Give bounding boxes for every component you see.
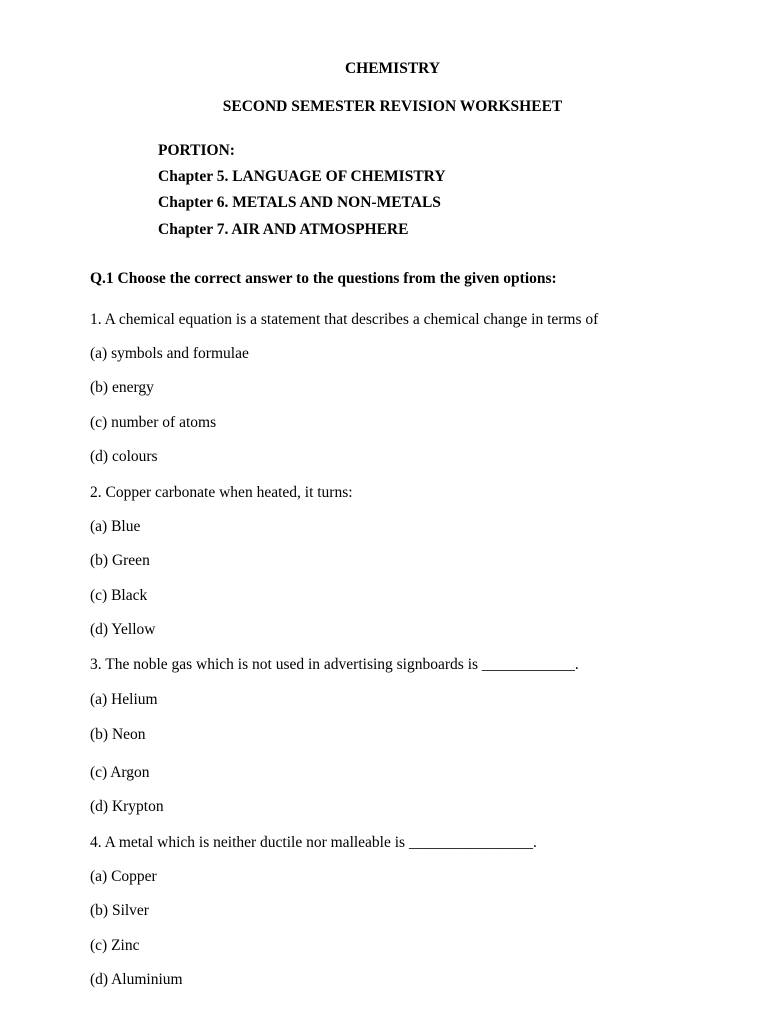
question-2-option-c: (c) Black (90, 587, 148, 604)
question-2-option-a: (a) Blue (90, 518, 141, 535)
question-3-option-d: (d) Krypton (90, 798, 164, 815)
question-1-option-d: (d) colours (90, 448, 158, 465)
question-2-text: 2. Copper carbonate when heated, it turns: (90, 484, 353, 501)
question-1-option-c: (c) number of atoms (90, 414, 217, 431)
question-2-option-d: (d) Yellow (90, 621, 156, 638)
question-4-option-a: (a) Copper (90, 868, 157, 885)
section-heading: Q.1 Choose the correct answer to the questions from the given options: (90, 270, 557, 287)
question-2-option-b: (b) Green (90, 552, 150, 569)
portion-chapter-6: Chapter 6. METALS AND NON-METALS (158, 194, 441, 211)
question-3-option-b: (b) Neon (90, 726, 146, 743)
worksheet-title: SECOND SEMESTER REVISION WORKSHEET (222, 98, 563, 115)
subject-title: CHEMISTRY (344, 60, 441, 77)
question-4-text: 4. A metal which is neither ductile nor malleable is ________________. (90, 834, 537, 851)
question-1-option-b: (b) energy (90, 379, 154, 396)
portion-chapter-7: Chapter 7. AIR AND ATMOSPHERE (158, 221, 409, 238)
portion-label: PORTION: (158, 142, 235, 159)
portion-chapter-5: Chapter 5. LANGUAGE OF CHEMISTRY (158, 168, 446, 185)
question-3-text: 3. The noble gas which is not used in advertising signboards is ____________. (90, 656, 579, 673)
question-3-option-c: (c) Argon (90, 764, 150, 781)
question-4-option-c: (c) Zinc (90, 937, 140, 954)
question-3-option-a: (a) Helium (90, 691, 158, 708)
question-1-option-a: (a) symbols and formulae (90, 345, 249, 362)
question-4-option-b: (b) Silver (90, 902, 149, 919)
question-4-option-d: (d) Aluminium (90, 971, 183, 988)
question-1-text: 1. A chemical equation is a statement that describes a chemical change in terms of (90, 311, 599, 328)
